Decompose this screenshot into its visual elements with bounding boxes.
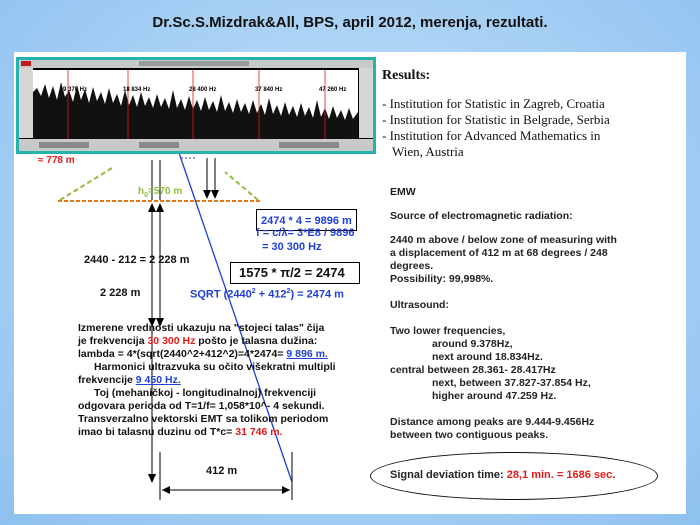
source-line-3: degrees. (390, 260, 434, 272)
emw-heading: EMW (390, 186, 416, 198)
sqrt-formula: SQRT $(2440^2 + 412^2) = 2474$ m (190, 288, 344, 301)
label-h0: $h_0=570$ m (138, 186, 183, 199)
spectrum-screenshot (16, 57, 376, 154)
pi-box (230, 262, 360, 284)
spectrum-freq-1: 9 378 Hz (63, 87, 88, 93)
institution-belgrade: - Institution for Statistic in Belgrade, Serbia (382, 112, 610, 127)
ultrasound-line-1: Two lower frequencies, (390, 325, 506, 337)
ultrasound-line-2: around 9.378Hz, (432, 338, 513, 350)
para-line-8: Transverzalno vektorski EMT sa tolikom periodom (78, 413, 329, 425)
analysis-paragraph (78, 322, 336, 439)
possibility: Possibility: 99,998%. (390, 273, 494, 285)
institution-wien: - Institution for Advanced Mathematics in (382, 128, 601, 143)
institution-wien-city: Wien, Austria (392, 144, 464, 159)
para-line-2: je frekvencija 30 300 Hz pošto je talasna dužina: (78, 335, 318, 347)
source-heading: Source of electromagnetic radiation: (390, 210, 573, 222)
distance-2228: 2 228 m (100, 287, 141, 299)
spectrum-graph (33, 70, 358, 140)
spectrum-freq-3: 28 400 Hz (189, 87, 217, 93)
para-line-9: imao bi talasnu duzinu od T*c= 31 746 m. (78, 426, 283, 438)
frequency-result: = 30 300 Hz (262, 241, 322, 253)
distance-line-2: between two contiguous peaks. (390, 429, 549, 441)
green-slope-left (60, 168, 112, 200)
spectrum-waveform (33, 70, 358, 140)
para-line-5: frekvencije 9 450 Hz. (78, 374, 181, 386)
spectrum-freq-2: 18 834 Hz (123, 87, 151, 93)
wavelength-formula: 2474 * 4 = 9896 m (261, 215, 352, 227)
emw-block (390, 186, 617, 442)
distance-line-1: Distance among peaks are 9.444-9.456Hz (390, 416, 595, 428)
results-heading: Results: (382, 68, 431, 83)
frequency-formula: f = c/λ= 3*E8 / 9896 (256, 227, 355, 239)
pi-formula: 1575 * π/2 = 2474 (239, 265, 345, 280)
para-line-4: Harmonici ultrazvuka su očito višekratni multipli (94, 361, 336, 373)
signal-deviation: Signal deviation time: 28,1 min. = 1686 sec. (390, 469, 616, 481)
page-title: Dr.Sc.S.Mizdrak&All, BPS, april 2012, merenja, rezultati. (152, 14, 548, 31)
ultrasound-line-3: next around 18.834Hz. (432, 351, 543, 363)
source-line-1: 2440 m above / below zone of measuring with (390, 234, 617, 246)
para-line-6: Toj (mehaničkoj - longitudinalnoj) frekvenciji (94, 387, 317, 399)
ultrasound-line-5: next, between 37.827-37.854 Hz, (432, 377, 591, 389)
para-line-1: Izmerene vrednosti ukazuju na "stojeci talas" čija (78, 322, 325, 334)
subtraction-formula: 2440 - 212 = 2 228 m (84, 254, 190, 266)
institution-zagreb: - Institution for Statistic in Zagreb, Croatia (382, 96, 605, 111)
para-line-7: odgovara perioda od T=1/f= 1,058*10^- 4 sekundi. (78, 400, 325, 412)
ultrasound-line-6: higher around 47.259 Hz. (432, 390, 557, 402)
dimension-412m: 412 m (206, 465, 238, 477)
spectrum-freq-5: 47 260 Hz (319, 87, 347, 93)
para-line-3: lambda = 4*(sqrt(2440^2+412^2)=4*2474= 9 896 m. (78, 348, 328, 360)
ultrasound-line-4: central between 28.361- 28.417Hz (390, 364, 556, 376)
source-line-2: a displacement of 412 m at 68 degrees / 248 (390, 247, 608, 259)
label-778m: ≈ 778 m (38, 155, 75, 166)
spectrum-freq-4: 37 840 Hz (255, 87, 283, 93)
green-slope-right (225, 172, 258, 200)
window-close-icon (21, 61, 31, 66)
ultrasound-heading: Ultrasound: (390, 299, 449, 311)
